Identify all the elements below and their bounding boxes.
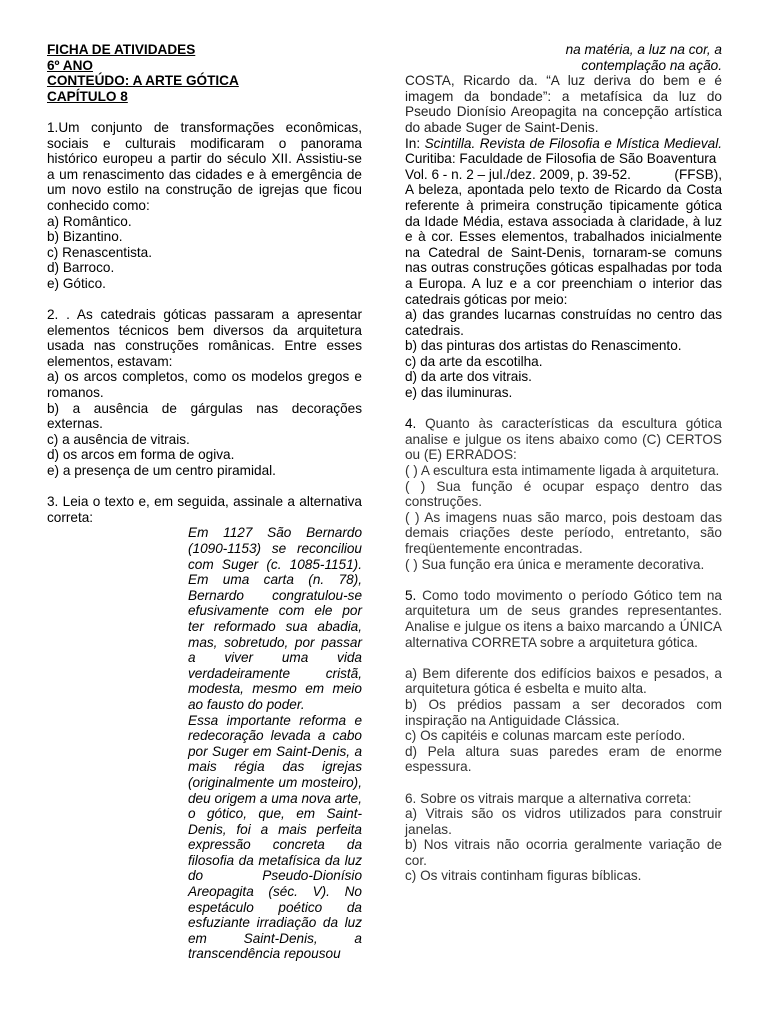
- q6-option-b[interactable]: b) Nos vitrais não ocorria geralmente variação de cor.: [405, 837, 722, 868]
- q5-number: 5.: [405, 587, 423, 603]
- chapter-label: CAPÍTULO 8: [47, 88, 128, 104]
- citation-journal: Scintilla. Revista de Filosofia e Mística Medieval.: [424, 135, 723, 151]
- q4-prompt: Quanto às características da escultura gótica analise e julgue os itens abaixo como (C) CERTOS ou (E) ERRADOS:: [405, 416, 722, 463]
- q2-option-d[interactable]: d) os arcos em forma de ogiva.: [47, 447, 235, 463]
- left-column: [47, 42, 362, 962]
- q6-option-c[interactable]: c) Os vitrais continham figuras bíblicas.: [405, 868, 642, 884]
- q5-option-a[interactable]: a) Bem diferente dos edifícios baixos e pesados, a arquitetura gótica é esbelta e muito alta.: [405, 665, 722, 697]
- q4-item-2[interactable]: ( ) Sua função é ocupar espaço dentro das construções.: [405, 478, 722, 510]
- q3-option-c[interactable]: c) da arte da escotilha.: [405, 353, 543, 369]
- q5-option-d[interactable]: d) Pela altura suas paredes eram de enorme espessura.: [405, 743, 722, 775]
- quote-paragraph-2: Essa importante reforma e redecoração levada a cabo por Suger em Saint-Denis, a mais régia das igrejas (originalmente um mosteiro), deu origem a uma nova arte, o gótico, que, em Saint-Denis, foi a mais perfeita expressão concreta da filosofia da metafísica da luz do Pseudo-Dionísio Areopagita (séc. V). No espetáculo poético da esfuziante irradiação da luz em Saint-Denis, a transcendência repousou: [188, 712, 362, 962]
- q2-option-e[interactable]: e) a presença de um centro piramidal.: [47, 463, 276, 479]
- grade-label: 6º ANO: [47, 57, 94, 73]
- q1-option-c[interactable]: c) Renascentista.: [47, 244, 153, 260]
- citation-ffsb: (FFSB),: [674, 166, 722, 182]
- question-1-text: 1.Um conjunto de transformações econômicas, sociais e culturais modificaram o panorama histórico europeu a partir do século XII. Assistiu-se a um renascimento das cidades e à emergência de um novo estilo na construção de igrejas que ficou conhecido como:: [47, 119, 362, 213]
- q1-option-d[interactable]: d) Barroco.: [47, 260, 115, 276]
- question-3-text: 3. Leia o texto e, em seguida, assinale a alternativa correta:: [47, 494, 362, 525]
- question-2-text: 2. . As catedrais góticas passaram a apresentar elementos técnicos bem diversos da arquitetura usada nas construções românicas. Entre esses elementos, estavam:: [47, 307, 362, 369]
- citation-volume: Vol. 6 - n. 2 – jul./dez. 2009, p. 39-52.: [405, 166, 631, 182]
- question-5-text: [405, 588, 722, 650]
- q6-option-a[interactable]: a) Vitrais são os vidros utilizados para construir janelas.: [405, 806, 722, 837]
- worksheet-title: FICHA DE ATIVIDADES: [47, 42, 196, 57]
- right-column: [405, 42, 722, 884]
- q2-option-c[interactable]: c) a ausência de vitrais.: [47, 431, 190, 447]
- q3-option-d[interactable]: d) da arte dos vitrais.: [405, 369, 532, 385]
- citation-author-title: COSTA, Ricardo da. “A luz deriva do bem e é imagem da bondade”: a metafísica da luz do Pseudo Dionísio Areopagita na concepção artística do abade Suger de Saint-Denis.: [405, 73, 722, 135]
- q1-option-b[interactable]: b) Bizantino.: [47, 229, 123, 245]
- q5-option-c[interactable]: c) Os capitéis e colunas marcam este período.: [405, 728, 686, 744]
- q4-item-1[interactable]: ( ) A escultura esta intimamente ligada à arquitetura.: [405, 463, 720, 479]
- citation-in: In:: [405, 135, 425, 151]
- citation-publisher: Curitiba: Faculdade de Filosofia de São Boaventura: [405, 151, 717, 167]
- quote-paragraph-1: Em 1127 São Bernardo (1090-1153) se reconciliou com Suger (c. 1085-1151). Em uma carta (n. 78), Bernardo congratulou-se efusivamente com ele por ter reformado sua abadia, mas, sobretudo, por passar a viver uma vida verdadeiramente cristã, modesta, mesmo em meio ao fausto do poder.: [188, 525, 362, 712]
- quote-continuation: na matéria, a luz na cor, a contemplação na ação.: [565, 42, 722, 73]
- question-4-text: [405, 416, 722, 463]
- q2-option-a[interactable]: a) os arcos completos, como os modelos gregos e romanos.: [47, 369, 362, 401]
- q5-prompt: Como todo movimento o período Gótico tem na arquitetura um de seus grandes representantes. Analise e julgue os itens a baixo marcando a ÚNICA alternativa CORRETA sobre a arquitetura gótica.: [405, 587, 722, 650]
- q1-option-e[interactable]: e) Gótico.: [47, 275, 106, 291]
- question-6-text: 6. Sobre os vitrais marque a alternativa correta:: [405, 790, 692, 806]
- q3-option-b[interactable]: b) das pinturas dos artistas do Renascimento.: [405, 338, 682, 354]
- q3-option-e[interactable]: e) das iluminuras.: [405, 385, 513, 401]
- q4-item-3[interactable]: ( ) As imagens nuas são marco, pois destoam das demais criações deste período, entretanto, são freqüentemente encontradas.: [405, 509, 722, 556]
- q5-option-b[interactable]: b) Os prédios passam a ser decorados com inspiração na Antiguidade Clássica.: [405, 696, 722, 728]
- question-3-stem: A beleza, apontada pelo texto de Ricardo da Costa referente à primeira construção tipicamente gótica da Idade Média, estava associada à claridade, à luz e à cor. Esses elementos, trabalhados inicialmente na Catedral de Saint-Denis, tornaram-se comuns nas outras construções góticas espalhadas por toda a Europa. A luz e a cor preenchiam o interior das catedrais góticas por meio:: [405, 182, 722, 307]
- q4-item-4[interactable]: ( ) Sua função era única e meramente decorativa.: [405, 556, 705, 572]
- q2-option-b[interactable]: b) a ausência de gárgulas nas decorações externas.: [47, 400, 362, 432]
- q4-number: 4.: [405, 416, 426, 432]
- content-label: CONTEÚDO: A ARTE GÓTICA: [47, 73, 239, 89]
- citation-reference: [405, 73, 722, 135]
- q1-option-a[interactable]: a) Romântico.: [47, 213, 132, 229]
- q3-option-a[interactable]: a) das grandes lucarnas construídas no centro das catedrais.: [405, 307, 722, 338]
